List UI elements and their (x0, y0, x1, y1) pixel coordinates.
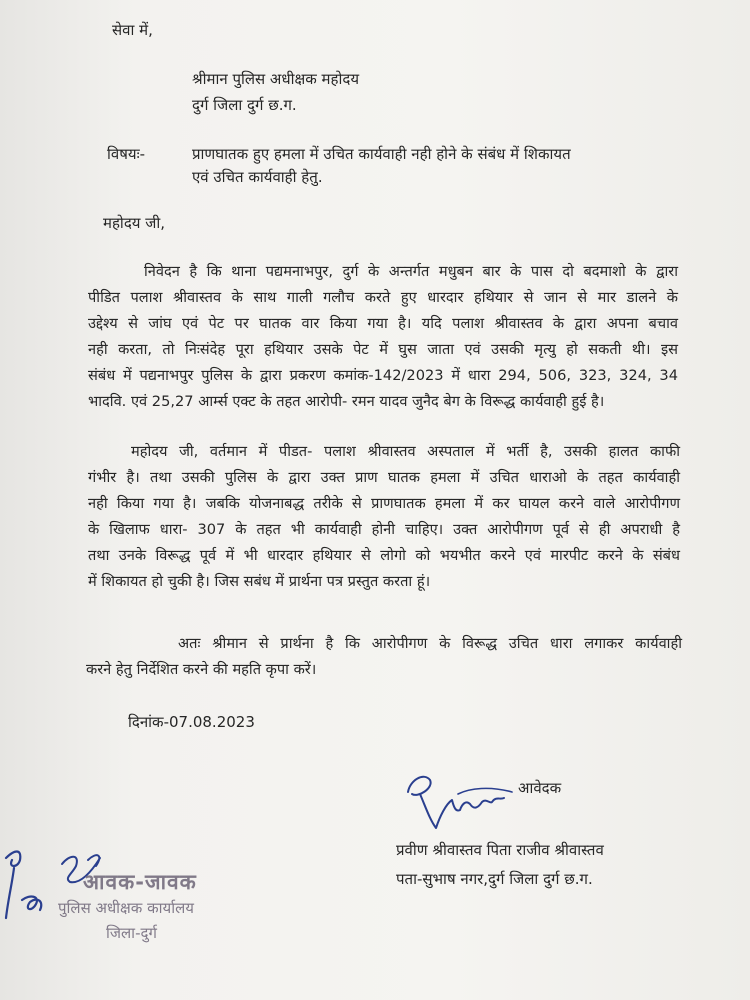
applicant-address: पता-सुभाष नगर,दुर्ग जिला दुर्ग छ.ग. (396, 870, 593, 888)
paragraph-3-line: करने हेतु निर्देशित करने की महति कृपा करें। (86, 661, 317, 678)
subject-line-2: एवं उचित कार्यवाही हेतु. (192, 168, 323, 186)
stamp-line-2: पुलिस अधीक्षक कार्यालय (58, 899, 194, 917)
addressee-line-1: श्रीमान पुलिस अधीक्षक महोदय (192, 70, 360, 88)
paragraph-2-line: तथा उनके विरूद्ध पूर्व में भी धारदार हथियार से लोगो को भयभीत करने एवं मारपीट करने के संबंध (88, 547, 680, 564)
paragraph-2 (88, 439, 680, 595)
paragraph-1-line: निवेदन है कि थाना पद्यमनाभपुर, दुर्ग के अन्तर्गत मधुबन बार के पास दो बदमाशो के द्वारा (144, 263, 678, 280)
stamp-line-3: जिला-दुर्ग (106, 924, 157, 942)
subject-line-1: प्राणघातक हुए हमला में उचित कार्यवाही नही होने के संबंध में शिकायत (192, 145, 571, 163)
letter-date: दिनांक-07.08.2023 (128, 713, 255, 731)
greeting: महोदय जी, (103, 214, 166, 232)
paragraph-1-line: उद्देश्य से जांघ एवं पेट पर घातक वार किया गया है। यदि पलाश श्रीवास्तव के द्वारा अपना बचाव (88, 315, 678, 332)
paragraph-2-line: महोदय जी, वर्तमान में पीडत- पलाश श्रीवास्तव अस्पताल में भर्ती है, उसकी हालत काफी (131, 443, 680, 460)
paragraph-1 (88, 259, 678, 415)
paragraph-1-line: संबंध में पद्यनाभपुर पुलिस के द्वारा प्रकरण कमांक-142/2023 में धारा 294, 506, 323, 324, 34 (88, 367, 678, 384)
addressee-line-2: दुर्ग जिला दुर्ग छ.ग. (192, 96, 297, 114)
paragraph-3-line: अतः श्रीमान से प्रार्थना है कि आरोपीगण के विरूद्ध उचित धारा लगाकर कार्यवाही (178, 635, 682, 652)
paragraph-3 (86, 631, 682, 683)
subject-label: विषयः- (107, 145, 146, 163)
paragraph-1-line: भादवि. एवं 25,27 आर्म्स एक्ट के तहत आरोपी- रमन यादव जुनैद बेग के विरूद्ध कार्यवाही हुई है। (88, 393, 605, 410)
paragraph-2-line: गंभीर है। तथा उसकी पुलिस के द्वारा उक्त प्राण घातक हमला में उचित धाराओ के तहत कार्यवाही (88, 469, 680, 486)
paragraph-2-line: के खिलाफ धारा- 307 के तहत भी कार्यवाही होनी चाहिए। उक्त आरोपीगण पूर्व से ही अपराधी है (88, 521, 680, 538)
paragraph-1-line: नही करता, तो निःसंदेह पूरा हथियार उसके पेट में घुस जाता एवं उसकी मृत्यु हो सकती थी। इस (88, 341, 678, 358)
applicant-name: प्रवीण श्रीवास्तव पिता राजीव श्रीवास्तव (396, 841, 604, 859)
paragraph-2-line: नही किया गया है। जबकि योजनाबद्ध तरीके से प्राणघातक हमला में कर घायल करने वाले आरोपीगण (88, 495, 680, 512)
paragraph-2-line: में शिकायत हो चुकी है। जिस सबंध में प्रार्थना पत्र प्रस्तुत करता हूं। (88, 573, 431, 590)
applicant-signature (400, 764, 530, 836)
inward-outward-stamp (58, 868, 248, 948)
salutation: सेवा में, (112, 21, 153, 39)
paragraph-1-line: पीडित पलाश श्रीवास्तव के साथ गाली गलौच करते हुए धारदार हथियार से जान से मार डालने के (88, 289, 678, 306)
applicant-label: आवेदक (518, 779, 562, 797)
stamp-line-1: आवक-जावक (83, 870, 197, 894)
